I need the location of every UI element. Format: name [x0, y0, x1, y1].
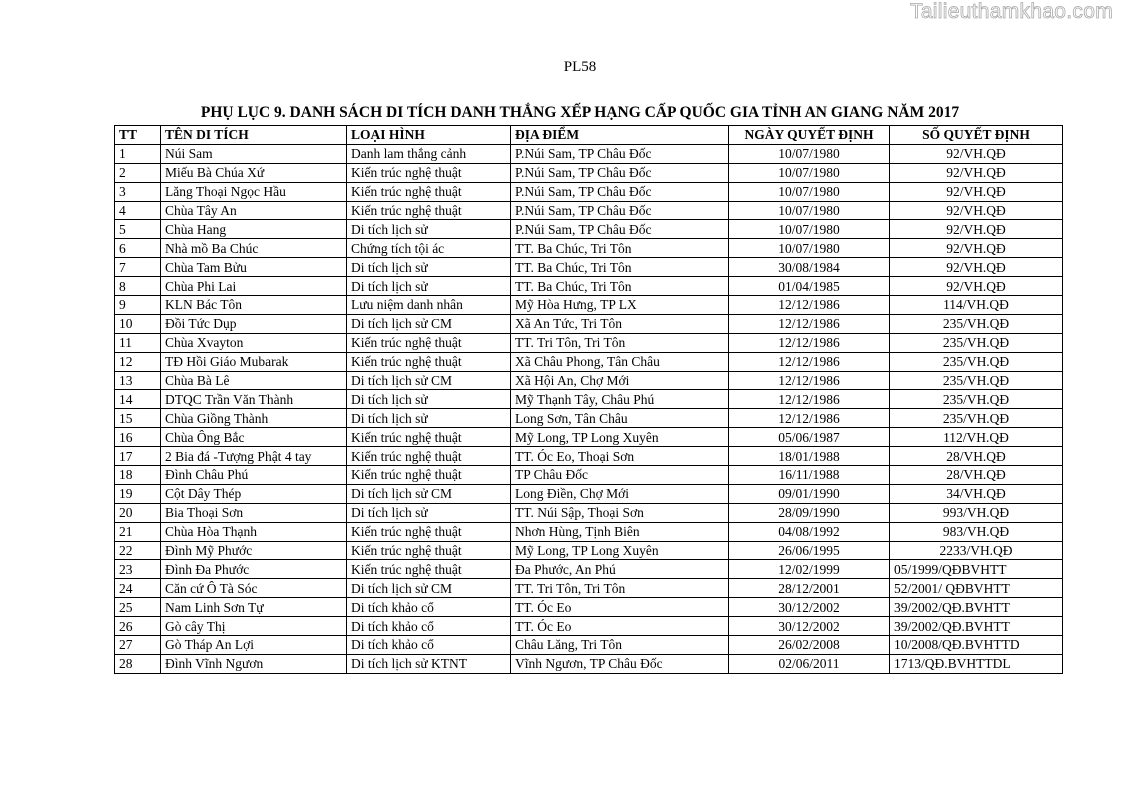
cell-location: Mỹ Thạnh Tây, Châu Phú — [511, 390, 729, 409]
table-row — [115, 182, 1063, 201]
cell-decision-number: 235/VH.QĐ — [890, 371, 1063, 390]
table-row — [115, 163, 1063, 182]
cell-decision-date: 10/07/1980 — [729, 182, 890, 201]
cell-decision-date: 28/09/1990 — [729, 503, 890, 522]
cell-location: Xã Hội An, Chợ Mới — [511, 371, 729, 390]
cell-location: TT. Óc Eo, Thoại Sơn — [511, 447, 729, 466]
cell-decision-date: 01/04/1985 — [729, 277, 890, 296]
cell-decision-number: 235/VH.QĐ — [890, 314, 1063, 333]
cell-site-type: Kiến trúc nghệ thuật — [347, 466, 511, 485]
cell-decision-date: 04/08/1992 — [729, 522, 890, 541]
cell-site-type: Kiến trúc nghệ thuật — [347, 560, 511, 579]
table-row — [115, 447, 1063, 466]
table-row — [115, 296, 1063, 315]
cell-tt: 16 — [115, 428, 161, 447]
cell-site-name: Gò cây Thị — [161, 617, 347, 636]
cell-decision-date: 10/07/1980 — [729, 144, 890, 163]
cell-site-type: Di tích lịch sử — [347, 409, 511, 428]
cell-decision-number: 983/VH.QĐ — [890, 522, 1063, 541]
header-tt: TT — [115, 126, 161, 145]
cell-tt: 5 — [115, 220, 161, 239]
cell-site-type: Di tích lịch sử CM — [347, 314, 511, 333]
cell-decision-date: 28/12/2001 — [729, 579, 890, 598]
cell-site-type: Kiến trúc nghệ thuật — [347, 428, 511, 447]
cell-decision-number: 235/VH.QĐ — [890, 390, 1063, 409]
table-row — [115, 428, 1063, 447]
cell-site-name: Miếu Bà Chúa Xứ — [161, 163, 347, 182]
cell-tt: 3 — [115, 182, 161, 201]
cell-decision-number: 235/VH.QĐ — [890, 333, 1063, 352]
cell-decision-number: 2233/VH.QĐ — [890, 541, 1063, 560]
cell-site-name: Chùa Ông Bắc — [161, 428, 347, 447]
cell-location: TT. Tri Tôn, Tri Tôn — [511, 333, 729, 352]
cell-site-name: DTQC Trần Văn Thành — [161, 390, 347, 409]
cell-decision-number: 10/2008/QĐ.BVHTTD — [890, 636, 1063, 655]
cell-tt: 10 — [115, 314, 161, 333]
cell-location: Mỹ Long, TP Long Xuyên — [511, 428, 729, 447]
cell-site-type: Di tích lịch sử CM — [347, 371, 511, 390]
cell-decision-date: 12/12/1986 — [729, 314, 890, 333]
cell-site-type: Kiến trúc nghệ thuật — [347, 333, 511, 352]
page-number: PL58 — [563, 59, 597, 75]
cell-location: Vĩnh Ngươn, TP Châu Đốc — [511, 654, 729, 673]
cell-decision-date: 30/12/2002 — [729, 598, 890, 617]
cell-site-name: Nam Linh Sơn Tự — [161, 598, 347, 617]
cell-location: Mỹ Long, TP Long Xuyên — [511, 541, 729, 560]
cell-tt: 12 — [115, 352, 161, 371]
cell-tt: 26 — [115, 617, 161, 636]
cell-decision-date: 12/12/1986 — [729, 296, 890, 315]
cell-location: P.Núi Sam, TP Châu Đốc — [511, 220, 729, 239]
cell-location: Đa Phước, An Phú — [511, 560, 729, 579]
table-row — [115, 144, 1063, 163]
cell-decision-date: 10/07/1980 — [729, 163, 890, 182]
heritage-sites-table — [114, 125, 1063, 674]
cell-decision-date: 10/07/1980 — [729, 239, 890, 258]
cell-tt: 20 — [115, 503, 161, 522]
cell-site-name: Núi Sam — [161, 144, 347, 163]
cell-decision-date: 26/02/2008 — [729, 636, 890, 655]
cell-site-type: Kiến trúc nghệ thuật — [347, 352, 511, 371]
cell-tt: 9 — [115, 296, 161, 315]
table-row — [115, 390, 1063, 409]
cell-tt: 18 — [115, 466, 161, 485]
cell-decision-number: 05/1999/QĐBVHTT — [890, 560, 1063, 579]
cell-decision-date: 26/06/1995 — [729, 541, 890, 560]
cell-decision-number: 235/VH.QĐ — [890, 409, 1063, 428]
cell-decision-date: 12/12/1986 — [729, 333, 890, 352]
cell-decision-date: 02/06/2011 — [729, 654, 890, 673]
cell-tt: 22 — [115, 541, 161, 560]
cell-decision-date: 10/07/1980 — [729, 201, 890, 220]
cell-site-name: Đình Châu Phú — [161, 466, 347, 485]
cell-tt: 15 — [115, 409, 161, 428]
table-row — [115, 466, 1063, 485]
cell-decision-date: 12/12/1986 — [729, 409, 890, 428]
cell-site-name: Chùa Tam Bửu — [161, 258, 347, 277]
cell-location: TT. Óc Eo — [511, 598, 729, 617]
cell-location: TT. Núi Sập, Thoại Sơn — [511, 503, 729, 522]
cell-tt: 23 — [115, 560, 161, 579]
table-row — [115, 522, 1063, 541]
table-row — [115, 541, 1063, 560]
cell-decision-number: 92/VH.QĐ — [890, 201, 1063, 220]
cell-decision-date: 30/08/1984 — [729, 258, 890, 277]
table-row — [115, 560, 1063, 579]
cell-site-type: Di tích lịch sử — [347, 277, 511, 296]
cell-site-type: Kiến trúc nghệ thuật — [347, 163, 511, 182]
cell-tt: 13 — [115, 371, 161, 390]
table-row — [115, 654, 1063, 673]
cell-site-type: Di tích khảo cổ — [347, 636, 511, 655]
header-decision-number: SỐ QUYẾT ĐỊNH — [890, 126, 1063, 145]
cell-site-type: Chứng tích tội ác — [347, 239, 511, 258]
table-row — [115, 258, 1063, 277]
cell-decision-number: 34/VH.QĐ — [890, 484, 1063, 503]
cell-site-type: Di tích lịch sử — [347, 503, 511, 522]
cell-decision-date: 12/02/1999 — [729, 560, 890, 579]
cell-location: TT. Óc Eo — [511, 617, 729, 636]
header-site-type: LOẠI HÌNH — [347, 126, 511, 145]
cell-site-type: Di tích khảo cổ — [347, 598, 511, 617]
cell-tt: 28 — [115, 654, 161, 673]
cell-location: TT. Ba Chúc, Tri Tôn — [511, 239, 729, 258]
cell-site-type: Di tích lịch sử CM — [347, 579, 511, 598]
cell-decision-number: 235/VH.QĐ — [890, 352, 1063, 371]
cell-decision-number: 39/2002/QĐ.BVHTT — [890, 598, 1063, 617]
cell-decision-date: 16/11/1988 — [729, 466, 890, 485]
cell-decision-number: 52/2001/ QĐBVHTT — [890, 579, 1063, 598]
table-row — [115, 598, 1063, 617]
cell-site-name: Chùa Tây An — [161, 201, 347, 220]
cell-site-name: TĐ Hồi Giáo Mubarak — [161, 352, 347, 371]
cell-location: Mỹ Hòa Hưng, TP LX — [511, 296, 729, 315]
cell-tt: 2 — [115, 163, 161, 182]
cell-site-type: Di tích lịch sử — [347, 220, 511, 239]
cell-tt: 25 — [115, 598, 161, 617]
cell-site-name: Đình Vĩnh Ngươn — [161, 654, 347, 673]
cell-decision-date: 18/01/1988 — [729, 447, 890, 466]
table-row — [115, 636, 1063, 655]
cell-site-name: Nhà mồ Ba Chúc — [161, 239, 347, 258]
cell-site-type: Danh lam thắng cảnh — [347, 144, 511, 163]
cell-decision-date: 12/12/1986 — [729, 390, 890, 409]
cell-site-type: Kiến trúc nghệ thuật — [347, 541, 511, 560]
cell-tt: 6 — [115, 239, 161, 258]
table-body — [115, 144, 1063, 673]
cell-site-name: Chùa Hòa Thạnh — [161, 522, 347, 541]
cell-location: Nhơn Hùng, Tịnh Biên — [511, 522, 729, 541]
cell-tt: 7 — [115, 258, 161, 277]
cell-site-type: Di tích lịch sử — [347, 390, 511, 409]
cell-site-name: Cột Dây Thép — [161, 484, 347, 503]
cell-decision-number: 92/VH.QĐ — [890, 163, 1063, 182]
cell-location: TT. Tri Tôn, Tri Tôn — [511, 579, 729, 598]
table-row — [115, 352, 1063, 371]
cell-decision-date: 10/07/1980 — [729, 220, 890, 239]
cell-site-type: Lưu niệm danh nhân — [347, 296, 511, 315]
cell-site-name: Bia Thoại Sơn — [161, 503, 347, 522]
cell-decision-number: 92/VH.QĐ — [890, 220, 1063, 239]
cell-location: TP Châu Đốc — [511, 466, 729, 485]
cell-location: TT. Ba Chúc, Tri Tôn — [511, 277, 729, 296]
cell-site-type: Kiến trúc nghệ thuật — [347, 447, 511, 466]
cell-tt: 24 — [115, 579, 161, 598]
cell-site-type: Kiến trúc nghệ thuật — [347, 201, 511, 220]
cell-tt: 11 — [115, 333, 161, 352]
cell-site-name: Chùa Phi Lai — [161, 277, 347, 296]
cell-site-type: Di tích lịch sử CM — [347, 484, 511, 503]
cell-tt: 4 — [115, 201, 161, 220]
table-row — [115, 220, 1063, 239]
cell-site-name: Đình Mỹ Phước — [161, 541, 347, 560]
table-row — [115, 617, 1063, 636]
cell-decision-number: 39/2002/QĐ.BVHTT — [890, 617, 1063, 636]
cell-tt: 8 — [115, 277, 161, 296]
cell-site-name: Đình Đa Phước — [161, 560, 347, 579]
cell-location: P.Núi Sam, TP Châu Đốc — [511, 182, 729, 201]
table-row — [115, 484, 1063, 503]
cell-site-type: Kiến trúc nghệ thuật — [347, 522, 511, 541]
cell-tt: 17 — [115, 447, 161, 466]
cell-decision-number: 92/VH.QĐ — [890, 144, 1063, 163]
cell-site-name: Chùa Xvayton — [161, 333, 347, 352]
cell-decision-number: 28/VH.QĐ — [890, 466, 1063, 485]
header-site-name: TÊN DI TÍCH — [161, 126, 347, 145]
cell-site-name: 2 Bia đá -Tượng Phật 4 tay — [161, 447, 347, 466]
cell-site-name: Đồi Tức Dụp — [161, 314, 347, 333]
cell-site-name: Căn cứ Ô Tà Sóc — [161, 579, 347, 598]
cell-decision-date: 09/01/1990 — [729, 484, 890, 503]
cell-decision-date: 05/06/1987 — [729, 428, 890, 447]
cell-tt: 19 — [115, 484, 161, 503]
cell-site-name: Chùa Giồng Thành — [161, 409, 347, 428]
cell-location: Xã Châu Phong, Tân Châu — [511, 352, 729, 371]
cell-decision-date: 30/12/2002 — [729, 617, 890, 636]
cell-site-type: Di tích khảo cổ — [347, 617, 511, 636]
table-row — [115, 579, 1063, 598]
table-row — [115, 409, 1063, 428]
cell-decision-number: 993/VH.QĐ — [890, 503, 1063, 522]
cell-decision-number: 114/VH.QĐ — [890, 296, 1063, 315]
cell-decision-number: 28/VH.QĐ — [890, 447, 1063, 466]
cell-location: Châu Lăng, Tri Tôn — [511, 636, 729, 655]
cell-location: P.Núi Sam, TP Châu Đốc — [511, 201, 729, 220]
table-header-row — [115, 126, 1063, 145]
cell-site-name: Gò Tháp An Lợi — [161, 636, 347, 655]
cell-site-type: Di tích lịch sử KTNT — [347, 654, 511, 673]
cell-location: P.Núi Sam, TP Châu Đốc — [511, 163, 729, 182]
cell-decision-date: 12/12/1986 — [729, 352, 890, 371]
cell-tt: 27 — [115, 636, 161, 655]
table-row — [115, 503, 1063, 522]
table-row — [115, 314, 1063, 333]
cell-decision-number: 1713/QĐ.BVHTTDL — [890, 654, 1063, 673]
cell-location: TT. Ba Chúc, Tri Tôn — [511, 258, 729, 277]
cell-site-name: Lăng Thoại Ngọc Hầu — [161, 182, 347, 201]
cell-location: Long Sơn, Tân Châu — [511, 409, 729, 428]
watermark: Tailieuthamkhao.com — [910, 0, 1113, 23]
cell-decision-number: 92/VH.QĐ — [890, 277, 1063, 296]
cell-tt: 1 — [115, 144, 161, 163]
cell-site-name: KLN Bác Tôn — [161, 296, 347, 315]
table-row — [115, 239, 1063, 258]
table-row — [115, 333, 1063, 352]
cell-tt: 21 — [115, 522, 161, 541]
cell-location: P.Núi Sam, TP Châu Đốc — [511, 144, 729, 163]
cell-decision-date: 12/12/1986 — [729, 371, 890, 390]
header-location: ĐỊA ĐIỂM — [511, 126, 729, 145]
cell-tt: 14 — [115, 390, 161, 409]
cell-decision-number: 92/VH.QĐ — [890, 258, 1063, 277]
cell-location: Xã An Tức, Tri Tôn — [511, 314, 729, 333]
table-row — [115, 277, 1063, 296]
cell-site-type: Di tích lịch sử — [347, 258, 511, 277]
table-row — [115, 371, 1063, 390]
table-row — [115, 201, 1063, 220]
cell-site-name: Chùa Hang — [161, 220, 347, 239]
cell-decision-number: 92/VH.QĐ — [890, 182, 1063, 201]
document-title: PHỤ LỤC 9. DANH SÁCH DI TÍCH DANH THẮNG XẾP HẠNG CẤP QUỐC GIA TỈNH AN GIANG NĂM 2017 — [200, 104, 960, 121]
header-decision-date: NGÀY QUYẾT ĐỊNH — [729, 126, 890, 145]
cell-location: Long Điền, Chợ Mới — [511, 484, 729, 503]
cell-site-name: Chùa Bà Lê — [161, 371, 347, 390]
cell-decision-number: 112/VH.QĐ — [890, 428, 1063, 447]
cell-decision-number: 92/VH.QĐ — [890, 239, 1063, 258]
cell-site-type: Kiến trúc nghệ thuật — [347, 182, 511, 201]
